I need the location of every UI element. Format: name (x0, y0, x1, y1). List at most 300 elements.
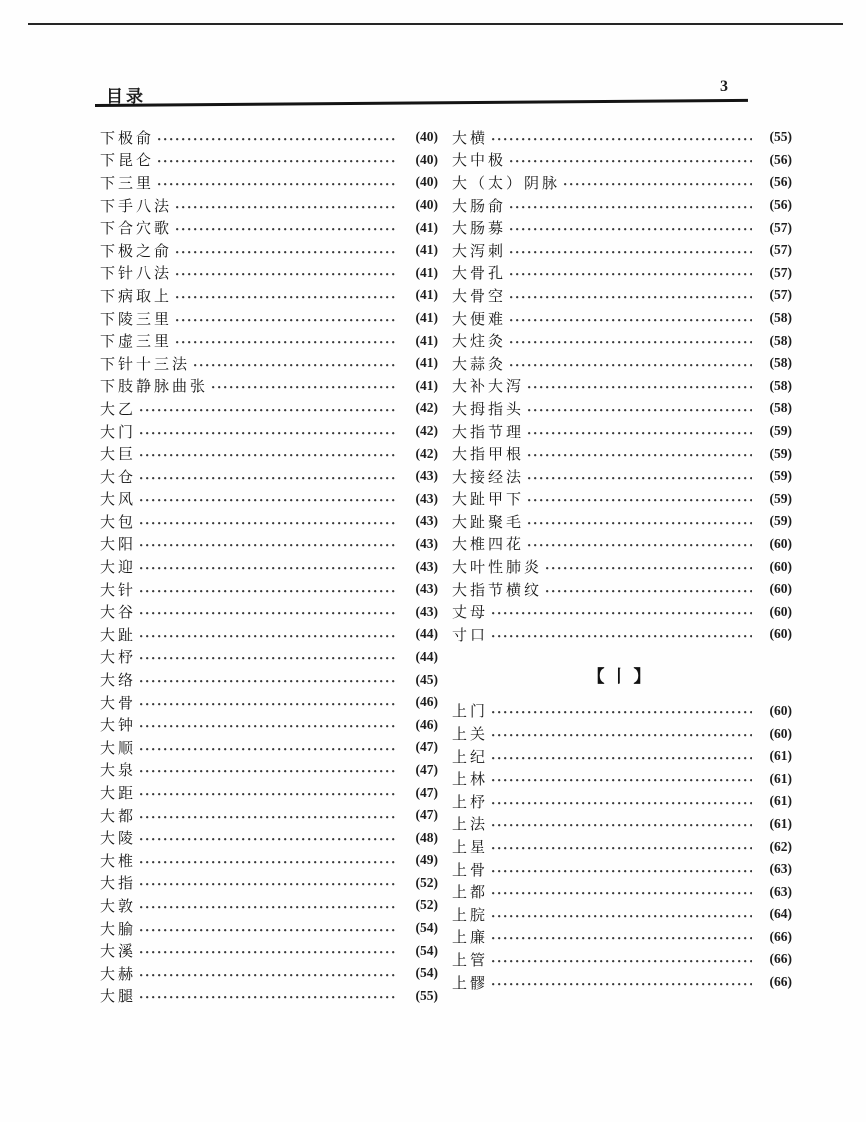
entry-page: (43) (415, 490, 438, 506)
toc-entry (452, 239, 792, 262)
dot-leader (176, 341, 398, 344)
entry-title: 大便难 (452, 311, 507, 328)
toc-entry (100, 262, 438, 285)
entry-page: (43) (415, 558, 438, 574)
dot-leader (492, 635, 752, 638)
entry-title: 上脘 (452, 907, 489, 924)
dot-leader (140, 725, 398, 728)
dot-leader (510, 364, 752, 367)
dot-leader (140, 793, 398, 796)
toc-entry (452, 623, 792, 646)
dot-leader (528, 499, 752, 502)
entry-page: (43) (415, 603, 438, 619)
toc-entry (452, 329, 792, 352)
entry-title: 上廉 (452, 930, 489, 947)
entry-title: 大风 (100, 492, 137, 509)
entry-page: (57) (769, 287, 792, 303)
entry-title: 大骨空 (452, 288, 507, 305)
entry-title: 下肢静脉曲张 (100, 379, 209, 396)
dot-leader (546, 567, 752, 570)
entry-page: (58) (769, 377, 792, 393)
entry-title: 下针十三法 (100, 356, 191, 373)
entry-page: (43) (415, 535, 438, 551)
entry-page: (63) (769, 883, 792, 899)
entry-title: 大阳 (100, 537, 137, 554)
toc-entry (100, 691, 438, 714)
entry-title: 大顺 (100, 740, 137, 757)
toc-entry (452, 790, 792, 813)
entry-page: (58) (769, 355, 792, 371)
entry-title: 大距 (100, 786, 137, 803)
entry-title: 大炷灸 (452, 334, 507, 351)
toc-entry (452, 397, 792, 420)
toc-entry (100, 623, 438, 646)
toc-entry (100, 894, 438, 917)
entry-page: (49) (415, 852, 438, 868)
dot-leader (140, 454, 398, 457)
toc-right-bottom-list (452, 700, 792, 994)
page-title: 目录 (106, 87, 146, 106)
dot-leader (140, 816, 398, 819)
toc-entry (100, 713, 438, 736)
toc-entry (452, 555, 792, 578)
entry-page: (54) (415, 920, 438, 936)
dot-leader (510, 296, 752, 299)
entry-title: 上林 (452, 772, 489, 789)
entry-page: (66) (769, 974, 792, 990)
toc-entry (100, 194, 438, 217)
dot-leader (140, 522, 398, 525)
dot-leader (140, 861, 398, 864)
entry-page: (60) (769, 558, 792, 574)
toc-entry (452, 126, 792, 149)
entry-page: (59) (769, 445, 792, 461)
entry-title: 大骨 (100, 695, 137, 712)
toc-entry (100, 442, 438, 465)
entry-title: 大骨孔 (452, 266, 507, 283)
entry-page: (61) (769, 748, 792, 764)
dot-leader (492, 779, 752, 782)
entry-title: 上门 (452, 704, 489, 721)
dot-leader (492, 870, 752, 873)
dot-leader (140, 612, 398, 615)
entry-title: 大趾 (100, 627, 137, 644)
page-number: 3 (720, 78, 728, 95)
dot-leader (158, 138, 398, 141)
toc-entry (100, 939, 438, 962)
entry-title: 上关 (452, 727, 489, 744)
entry-title: 大接经法 (452, 469, 525, 486)
entry-page: (43) (415, 581, 438, 597)
entry-page: (59) (769, 513, 792, 529)
dot-leader (492, 734, 752, 737)
entry-title: 大指甲根 (452, 447, 525, 464)
entry-page: (42) (415, 423, 438, 439)
toc-entry (452, 420, 792, 443)
entry-page: (45) (415, 671, 438, 687)
toc-entry (452, 858, 792, 881)
dot-leader (510, 206, 752, 209)
dot-leader (140, 635, 398, 638)
entry-page: (41) (415, 310, 438, 326)
entry-title: 大横 (452, 130, 489, 147)
dot-leader (140, 544, 398, 547)
entry-page: (41) (415, 355, 438, 371)
dot-leader (528, 386, 752, 389)
toc-entry (100, 533, 438, 556)
entry-page: (60) (769, 603, 792, 619)
entry-title: 大巨 (100, 447, 137, 464)
entry-title: 大椎四花 (452, 537, 525, 554)
entry-title: 大敦 (100, 898, 137, 915)
dot-leader (510, 228, 752, 231)
dot-leader (528, 477, 752, 480)
toc-entry (452, 307, 792, 330)
toc-entry (100, 804, 438, 827)
entry-page: (54) (415, 942, 438, 958)
dot-leader (510, 160, 752, 163)
toc-entry (452, 149, 792, 172)
entry-title: 大泻刺 (452, 243, 507, 260)
toc-entry (452, 813, 792, 836)
entry-page: (43) (415, 513, 438, 529)
entry-title: 下极之俞 (100, 243, 173, 260)
entry-title: 大针 (100, 582, 137, 599)
toc-entry (452, 903, 792, 926)
entry-page: (47) (415, 761, 438, 777)
dot-leader (492, 802, 752, 805)
toc-entry (100, 510, 438, 533)
dot-leader (176, 273, 398, 276)
entry-page: (58) (769, 400, 792, 416)
dot-leader (492, 937, 752, 940)
entry-title: 上杼 (452, 794, 489, 811)
entry-page: (41) (415, 287, 438, 303)
entry-page: (66) (769, 928, 792, 944)
dot-leader (140, 567, 398, 570)
entry-title: 大谷 (100, 605, 137, 622)
dot-leader (492, 892, 752, 895)
entry-page: (56) (769, 151, 792, 167)
entry-page: (57) (769, 264, 792, 280)
dot-leader (176, 296, 398, 299)
dot-leader (140, 409, 398, 412)
toc-entry (452, 533, 792, 556)
dot-leader (158, 160, 398, 163)
dot-leader (528, 432, 752, 435)
toc-right-column (452, 126, 792, 1007)
toc-entry (100, 826, 438, 849)
entry-page: (42) (415, 400, 438, 416)
dot-leader (510, 341, 752, 344)
entry-page: (40) (415, 151, 438, 167)
entry-title: 上都 (452, 885, 489, 902)
entry-page: (62) (769, 838, 792, 854)
toc-right-top-list (452, 126, 792, 646)
dot-leader (212, 386, 398, 389)
toc-entry (100, 171, 438, 194)
toc-entry (452, 722, 792, 745)
entry-title: 大叶性肺炎 (452, 560, 543, 577)
entry-page: (41) (415, 264, 438, 280)
entry-page: (44) (415, 648, 438, 664)
toc-entry (100, 736, 438, 759)
toc-entry (100, 352, 438, 375)
entry-title: 下手八法 (100, 198, 173, 215)
entry-page: (40) (415, 129, 438, 145)
toc-entry (100, 329, 438, 352)
entry-page: (59) (769, 468, 792, 484)
entry-title: 下病取上 (100, 288, 173, 305)
entry-page: (47) (415, 784, 438, 800)
toc-entry (100, 872, 438, 895)
dot-leader (492, 847, 752, 850)
entry-title: 上纪 (452, 749, 489, 766)
dot-leader (492, 757, 752, 760)
entry-title: 下合穴歌 (100, 221, 173, 238)
entry-title: 大补大泻 (452, 379, 525, 396)
dot-leader (510, 251, 752, 254)
entry-title: 上法 (452, 817, 489, 834)
toc-entry (100, 962, 438, 985)
dot-leader (492, 824, 752, 827)
entry-title: 大趾甲下 (452, 492, 525, 509)
toc-entry (100, 985, 438, 1008)
entry-title: 大趾聚毛 (452, 514, 525, 531)
entry-page: (64) (769, 906, 792, 922)
entry-page: (59) (769, 490, 792, 506)
entry-title: 大拇指头 (452, 401, 525, 418)
toc-entry (100, 397, 438, 420)
dot-leader (194, 364, 398, 367)
entry-title: 下虚三里 (100, 334, 173, 351)
toc-entry (100, 759, 438, 782)
toc-entry (452, 745, 792, 768)
toc-entry (100, 600, 438, 623)
entry-title: 下昆仑 (100, 153, 155, 170)
entry-title: 大都 (100, 808, 137, 825)
dot-leader (176, 228, 398, 231)
toc-entry (100, 307, 438, 330)
entry-title: 大络 (100, 673, 137, 690)
entry-page: (66) (769, 951, 792, 967)
toc-entry (452, 488, 792, 511)
entry-title: 大钟 (100, 718, 137, 735)
dot-leader (176, 206, 398, 209)
dot-leader (528, 544, 752, 547)
entry-page: (47) (415, 807, 438, 823)
entry-title: 上骨 (452, 862, 489, 879)
dot-leader (140, 499, 398, 502)
toc-left-column (100, 126, 438, 1007)
entry-title: 下陵三里 (100, 311, 173, 328)
entry-page: (57) (769, 242, 792, 258)
entry-page: (46) (415, 694, 438, 710)
entry-title: 下针八法 (100, 266, 173, 283)
dot-leader (140, 996, 398, 999)
dot-leader (528, 522, 752, 525)
entry-title: 大腧 (100, 921, 137, 938)
entry-title: 大肠俞 (452, 198, 507, 215)
toc-entry (452, 948, 792, 971)
entry-title: 大赫 (100, 966, 137, 983)
entry-title: 大指节理 (452, 424, 525, 441)
toc-entry (452, 194, 792, 217)
entry-page: (61) (769, 815, 792, 831)
dot-leader (140, 657, 398, 660)
toc-entry (100, 216, 438, 239)
entry-page: (61) (769, 793, 792, 809)
entry-page: (63) (769, 861, 792, 877)
toc-entry (452, 600, 792, 623)
entry-page: (55) (415, 987, 438, 1003)
dot-leader (564, 183, 752, 186)
entry-page: (40) (415, 197, 438, 213)
dot-leader (140, 680, 398, 683)
entry-page: (54) (415, 965, 438, 981)
entry-page: (48) (415, 829, 438, 845)
entry-title: 下三里 (100, 175, 155, 192)
toc-entry (452, 442, 792, 465)
toc-entry (452, 375, 792, 398)
dot-leader (140, 929, 398, 932)
toc-entry (452, 835, 792, 858)
entry-page: (52) (415, 874, 438, 890)
entry-page: (41) (415, 242, 438, 258)
entry-page: (40) (415, 174, 438, 190)
toc-entry (452, 971, 792, 994)
entry-page: (59) (769, 423, 792, 439)
entry-title: 大指节横纹 (452, 582, 543, 599)
entry-title: 大仓 (100, 469, 137, 486)
toc-entry (452, 926, 792, 949)
toc-columns (100, 126, 792, 1007)
dot-leader (140, 703, 398, 706)
toc-entry (452, 510, 792, 533)
toc-entry (100, 420, 438, 443)
entry-title: 上管 (452, 952, 489, 969)
dot-leader (492, 711, 752, 714)
toc-entry (452, 767, 792, 790)
toc-entry (452, 700, 792, 723)
entry-title: 上星 (452, 840, 489, 857)
toc-entry (100, 284, 438, 307)
toc-entry (452, 262, 792, 285)
dot-leader (528, 454, 752, 457)
toc-entry (100, 465, 438, 488)
entry-title: 大椎 (100, 853, 137, 870)
entry-page: (60) (769, 702, 792, 718)
entry-title: 大门 (100, 424, 137, 441)
header-rule (95, 99, 748, 107)
entry-page: (55) (769, 129, 792, 145)
dot-leader (140, 770, 398, 773)
entry-title: 寸口 (452, 627, 489, 644)
toc-entry (452, 578, 792, 601)
entry-title: 大肠募 (452, 221, 507, 238)
entry-title: 大（太）阴脉 (452, 175, 561, 192)
dot-leader (140, 838, 398, 841)
entry-page: (57) (769, 219, 792, 235)
entry-page: (44) (415, 626, 438, 642)
entry-page: (58) (769, 310, 792, 326)
entry-page: (41) (415, 219, 438, 235)
dot-leader (492, 138, 752, 141)
entry-page: (60) (769, 725, 792, 741)
toc-entry (100, 646, 438, 669)
entry-page: (41) (415, 332, 438, 348)
toc-entry (100, 555, 438, 578)
entry-page: (60) (769, 626, 792, 642)
entry-title: 大杼 (100, 650, 137, 667)
scan-edge-line (28, 23, 843, 25)
dot-leader (140, 432, 398, 435)
dot-leader (140, 748, 398, 751)
toc-entry (100, 781, 438, 804)
dot-leader (510, 273, 752, 276)
entry-page: (42) (415, 445, 438, 461)
toc-entry (100, 668, 438, 691)
entry-title: 丈母 (452, 605, 489, 622)
toc-entry (100, 375, 438, 398)
toc-entry (452, 216, 792, 239)
entry-title: 大指 (100, 876, 137, 893)
toc-entry (452, 465, 792, 488)
entry-title: 大乙 (100, 401, 137, 418)
dot-leader (528, 409, 752, 412)
entry-title: 大溪 (100, 944, 137, 961)
entry-page: (46) (415, 716, 438, 732)
dot-leader (176, 319, 398, 322)
entry-page: (56) (769, 174, 792, 190)
dot-leader (158, 183, 398, 186)
entry-title: 上髎 (452, 975, 489, 992)
toc-entry (100, 126, 438, 149)
toc-entry (100, 578, 438, 601)
toc-entry (452, 171, 792, 194)
entry-page: (60) (769, 581, 792, 597)
toc-entry (452, 352, 792, 375)
toc-entry (100, 488, 438, 511)
entry-page: (47) (415, 739, 438, 755)
entry-page: (58) (769, 332, 792, 348)
dot-leader (140, 590, 398, 593)
section-header: 【丨】 (587, 666, 657, 686)
entry-page: (52) (415, 897, 438, 913)
entry-page: (43) (415, 468, 438, 484)
toc-entry (100, 917, 438, 940)
dot-leader (176, 251, 398, 254)
entry-page: (61) (769, 770, 792, 786)
entry-page: (56) (769, 197, 792, 213)
toc-entry (100, 149, 438, 172)
dot-leader (510, 319, 752, 322)
entry-page: (41) (415, 377, 438, 393)
toc-entry (452, 284, 792, 307)
entry-title: 大泉 (100, 763, 137, 780)
dot-leader (492, 983, 752, 986)
entry-title: 大蒜灸 (452, 356, 507, 373)
dot-leader (546, 590, 752, 593)
entry-title: 大腿 (100, 989, 137, 1006)
entry-title: 大中极 (452, 153, 507, 170)
entry-title: 下极俞 (100, 130, 155, 147)
toc-entry (452, 880, 792, 903)
entry-page: (60) (769, 535, 792, 551)
dot-leader (140, 906, 398, 909)
toc-entry (100, 849, 438, 872)
toc-entry (100, 239, 438, 262)
